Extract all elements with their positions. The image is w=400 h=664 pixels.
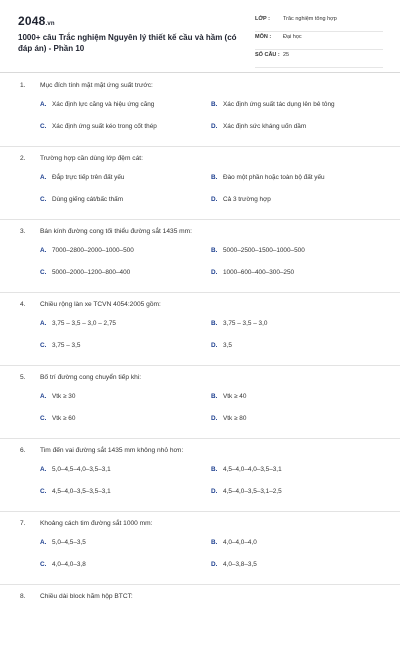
option-text: Vtk ≥ 60 xyxy=(52,415,76,422)
option-text: 3,75 – 3,5 xyxy=(52,342,81,349)
option-letter: B. xyxy=(211,393,218,400)
question-number: 2. xyxy=(20,155,26,162)
option-text: Dùng giếng cát/bấc thấm xyxy=(52,196,124,203)
option-letter: A. xyxy=(40,101,47,108)
option-text: 7000–2800–2000–1000–500 xyxy=(52,247,134,254)
answer-option[interactable] xyxy=(40,269,130,276)
option-text: 3,75 – 3,5 – 3,0 xyxy=(223,320,268,327)
option-letter: C. xyxy=(40,561,47,568)
question-separator xyxy=(0,584,400,585)
logo-number: 2048 xyxy=(18,14,46,28)
answer-option[interactable] xyxy=(40,393,75,400)
option-text: 5000–2500–1500–1000–500 xyxy=(223,247,305,254)
answer-option[interactable] xyxy=(211,466,282,473)
question-stem xyxy=(20,82,153,89)
option-text: Xác định ứng suất kéo trong cốt thép xyxy=(52,123,157,130)
question-item xyxy=(0,226,400,299)
meta-subject-row xyxy=(255,34,383,50)
question-separator xyxy=(0,438,400,439)
answer-option[interactable] xyxy=(40,196,123,203)
option-text: 5,0–4,5–4,0–3,5–3,1 xyxy=(52,466,111,473)
option-letter: C. xyxy=(40,415,47,422)
answer-option[interactable] xyxy=(211,247,305,254)
option-text: Xác định ứng suất tác dụng lên bê tông xyxy=(223,101,335,108)
answer-option[interactable] xyxy=(40,466,111,473)
answer-option[interactable] xyxy=(211,196,271,203)
option-letter: D. xyxy=(211,415,218,422)
option-text: 4,0–4,0–4,0 xyxy=(223,539,257,546)
option-letter: B. xyxy=(211,247,218,254)
question-text: Chiều dài block hãm hộp BTCT: xyxy=(40,593,133,600)
answer-option[interactable] xyxy=(211,561,257,568)
option-letter: A. xyxy=(40,247,47,254)
option-letter: B. xyxy=(211,320,218,327)
question-item xyxy=(0,518,400,591)
meta-count-label: SỐ CÂU : xyxy=(255,52,280,58)
option-text: 5000–2000–1200–800–400 xyxy=(52,269,131,276)
option-text: Xác định lực căng và hiệu ứng căng xyxy=(52,101,155,108)
option-letter: D. xyxy=(211,123,218,130)
question-separator xyxy=(0,511,400,512)
option-text: 4,5–4,0–3,5–3,1–2,5 xyxy=(223,488,282,495)
answer-option[interactable] xyxy=(40,247,134,254)
option-text: 3,5 xyxy=(223,342,232,349)
option-text: 4,5–4,0–3,5–3,5–3,1 xyxy=(52,488,111,495)
answer-option[interactable] xyxy=(40,174,124,181)
question-text: Tim đến vai đường sắt 1435 mm không nhỏ hơn: xyxy=(40,447,184,454)
option-letter: C. xyxy=(40,488,47,495)
question-text: Chiều rộng làn xe TCVN 4054:2005 gồm: xyxy=(40,301,161,308)
header-divider xyxy=(0,72,400,73)
option-text: 1000–600–400–300–250 xyxy=(223,269,295,276)
header xyxy=(0,0,400,68)
option-text: Vtk ≥ 30 xyxy=(52,393,76,400)
question-separator xyxy=(0,365,400,366)
option-text: 4,5–4,0–4,0–3,5–3,1 xyxy=(223,466,282,473)
question-text: Mục đích tính mặt mặt ứng suất trước: xyxy=(40,82,153,89)
meta-count-value: 25 xyxy=(283,52,290,58)
option-text: 3,75 – 3,5 – 3,0 – 2,75 xyxy=(52,320,116,327)
question-number: 5. xyxy=(20,374,26,381)
question-stem xyxy=(20,228,192,235)
answer-option[interactable] xyxy=(211,488,282,495)
option-text: Xác định sức kháng uốn dầm xyxy=(223,123,307,130)
option-letter: D. xyxy=(211,196,218,203)
question-text: Khoảng cách tim đường sắt 1000 mm: xyxy=(40,520,153,527)
question-number: 3. xyxy=(20,228,26,235)
question-separator xyxy=(0,146,400,147)
answer-option[interactable] xyxy=(211,415,246,422)
logo-tld: .vn xyxy=(45,21,55,27)
question-separator xyxy=(0,292,400,293)
option-letter: C. xyxy=(40,123,47,130)
answer-option[interactable] xyxy=(211,269,294,276)
question-text: Trường hợp cần dùng lớp đệm cát: xyxy=(40,155,143,162)
answer-option[interactable] xyxy=(40,123,157,130)
option-letter: A. xyxy=(40,320,47,327)
question-stem xyxy=(20,374,141,381)
option-letter: C. xyxy=(40,196,47,203)
meta-class-value: Trắc nghiệm tổng hợp xyxy=(283,16,337,22)
meta-class-label: LỚP : xyxy=(255,16,270,22)
option-text: Vtk ≥ 40 xyxy=(223,393,247,400)
question-stem xyxy=(20,447,183,454)
option-letter: B. xyxy=(211,539,218,546)
question-item xyxy=(0,80,400,153)
document-title: 1000+ câu Trắc nghiệm Nguyên lý thiết kế cầu và hầm (có đáp án) - Phần 10 xyxy=(18,33,237,53)
meta-count-row xyxy=(255,52,383,68)
option-letter: B. xyxy=(211,101,218,108)
option-text: 4,0–4,0–3,8 xyxy=(52,561,86,568)
option-text: Vtk ≥ 80 xyxy=(223,415,247,422)
question-stem xyxy=(20,593,133,600)
question-stem xyxy=(20,155,143,162)
option-letter: B. xyxy=(211,466,218,473)
option-letter: D. xyxy=(211,561,218,568)
option-letter: A. xyxy=(40,393,47,400)
option-letter: A. xyxy=(40,539,47,546)
option-letter: D. xyxy=(211,488,218,495)
question-stem xyxy=(20,520,152,527)
question-text: Bán kính đường cong tối thiểu đường sắt 1435 mm: xyxy=(40,228,193,235)
question-text: Bố trí đường cong chuyển tiếp khi: xyxy=(40,374,142,381)
answer-option[interactable] xyxy=(40,320,116,327)
answer-option[interactable] xyxy=(211,393,246,400)
answer-option[interactable] xyxy=(211,174,325,181)
question-stem xyxy=(20,301,161,308)
meta-subject-label: MÔN : xyxy=(255,34,272,40)
option-letter: A. xyxy=(40,466,47,473)
option-text: Cả 3 trường hợp xyxy=(223,196,271,203)
meta-info xyxy=(255,16,383,70)
answer-option[interactable] xyxy=(40,561,86,568)
question-number: 1. xyxy=(20,82,26,89)
question-item xyxy=(0,153,400,226)
question-item xyxy=(0,445,400,518)
option-text: 4,0–3,8–3,5 xyxy=(223,561,257,568)
option-letter: A. xyxy=(40,174,47,181)
question-item xyxy=(0,299,400,372)
answer-option[interactable] xyxy=(211,539,257,546)
answer-option[interactable] xyxy=(211,123,306,130)
option-letter: C. xyxy=(40,269,47,276)
option-letter: D. xyxy=(211,269,218,276)
answer-option[interactable] xyxy=(40,415,75,422)
answer-option[interactable] xyxy=(211,342,232,349)
option-letter: D. xyxy=(211,342,218,349)
option-letter: C. xyxy=(40,342,47,349)
meta-subject-value: Đại học xyxy=(283,34,302,40)
question-number: 4. xyxy=(20,301,26,308)
option-letter: B. xyxy=(211,174,218,181)
question-number: 8. xyxy=(20,593,26,600)
question-item xyxy=(0,591,400,664)
meta-class-row xyxy=(255,16,383,32)
answer-option[interactable] xyxy=(40,342,80,349)
answer-option[interactable] xyxy=(211,320,267,327)
question-number: 6. xyxy=(20,447,26,454)
question-number: 7. xyxy=(20,520,26,527)
question-item xyxy=(0,372,400,445)
answer-option[interactable] xyxy=(40,488,111,495)
question-separator xyxy=(0,219,400,220)
option-text: Đắp trực tiếp trên đất yếu xyxy=(52,174,125,181)
option-text: Đào một phần hoặc toàn bộ đất yếu xyxy=(223,174,325,181)
question-list xyxy=(0,80,400,664)
answer-option[interactable] xyxy=(40,539,86,546)
option-text: 5,0–4,5–3,5 xyxy=(52,539,86,546)
answer-option[interactable] xyxy=(40,101,154,108)
answer-option[interactable] xyxy=(211,101,335,108)
